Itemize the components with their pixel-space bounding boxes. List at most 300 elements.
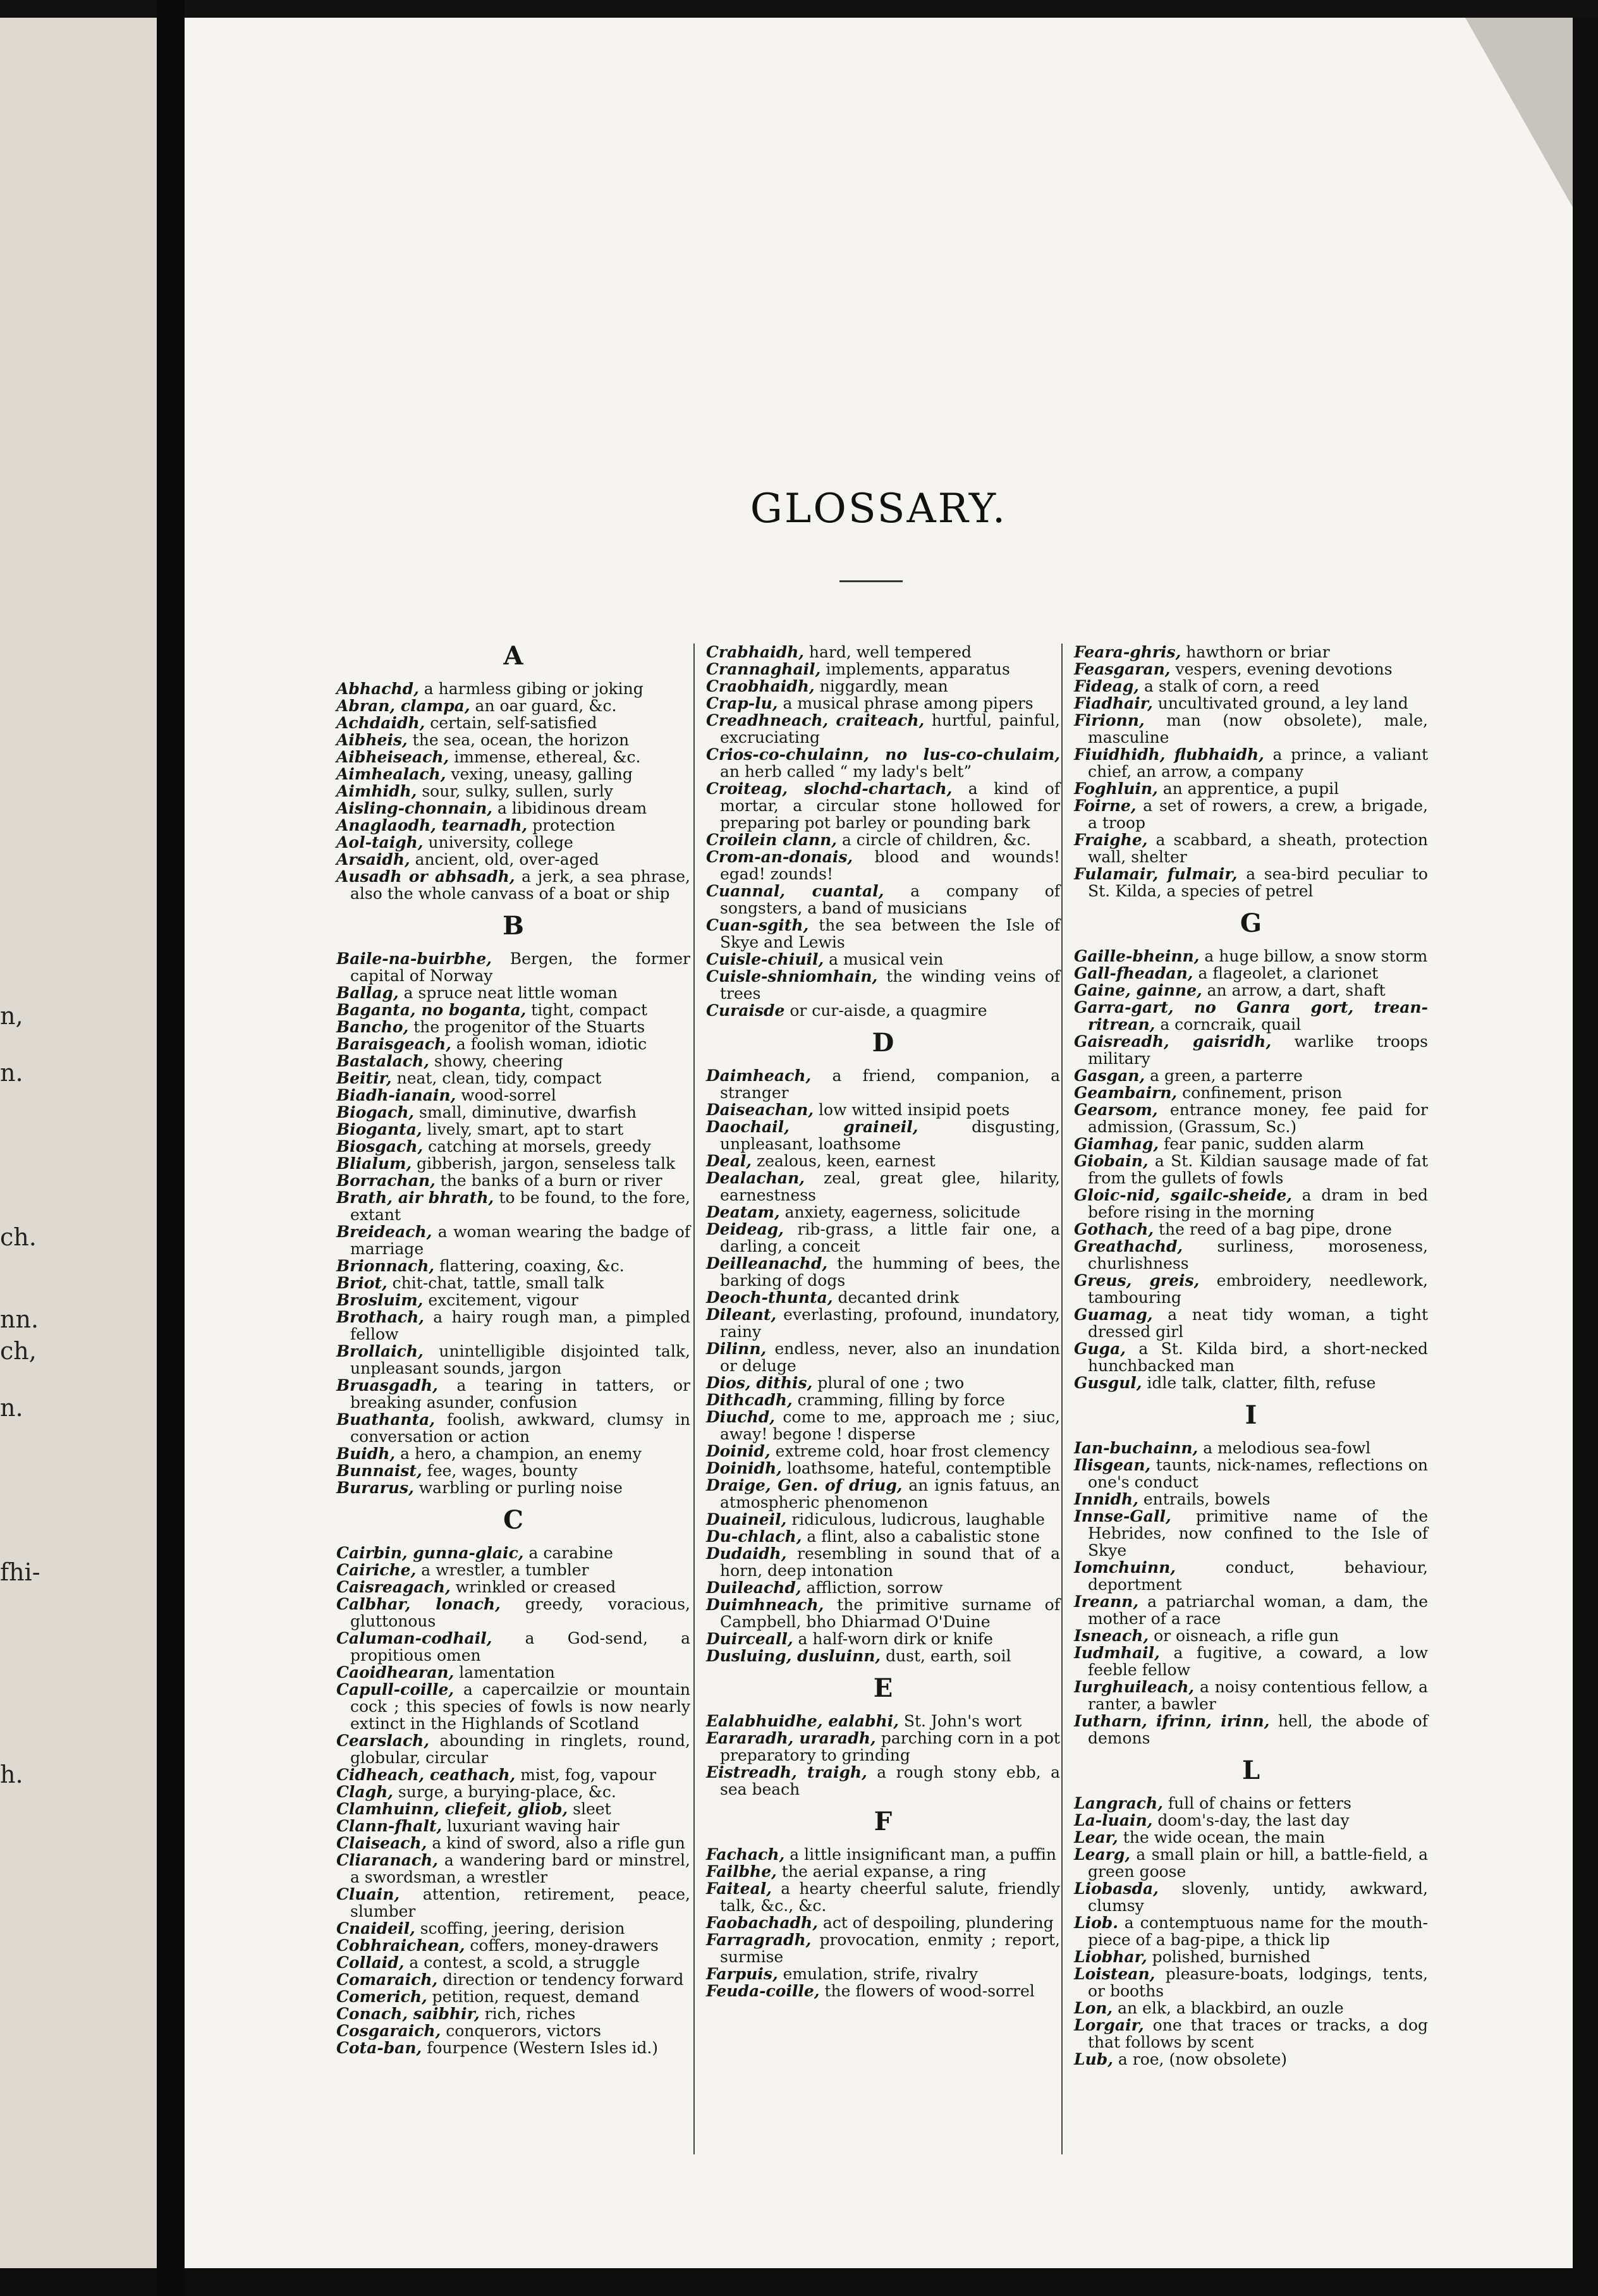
glossary-entry — [336, 1172, 690, 1189]
entry-definition: a wandering bard or minstrel, a swordsman, a wrestler — [350, 1851, 690, 1886]
entry-definition: come to me, approach me ; siuc, away! begone ! disperse — [720, 1408, 1060, 1443]
glossary-entry — [1074, 982, 1428, 999]
entry-headword: Buidh, — [336, 1444, 396, 1463]
entry-definition: a huge billow, a snow storm — [1199, 947, 1428, 965]
entry-headword: Liobasda, — [1074, 1879, 1159, 1898]
entry-definition: blood and wounds! egad! zounds! — [720, 848, 1060, 883]
section-letter: F — [874, 1807, 893, 1836]
entry-definition: the humming of bees, the barking of dogs — [720, 1254, 1060, 1290]
entry-definition: a hairy rough man, a pimpled fellow — [350, 1308, 690, 1343]
facing-page-fragment: n, — [0, 1002, 23, 1030]
entry-headword: Dileant, — [706, 1305, 777, 1324]
glossary-entry — [1074, 797, 1428, 831]
glossary-entry — [706, 661, 1060, 678]
glossary-entry — [706, 1118, 1060, 1152]
entry-definition: rich, riches — [479, 2005, 576, 2023]
glossary-entry — [1074, 1221, 1428, 1238]
entry-definition: a flageolet, a clarionet — [1193, 964, 1379, 982]
entry-definition: a little insignificant man, a puffin — [784, 1845, 1057, 1864]
entry-definition: one that traces or tracks, a dog that follows by scent — [1088, 2016, 1428, 2051]
entry-definition: a kind of sword, also a rifle gun — [427, 1834, 685, 1852]
entry-headword: Calbhar, lonach, — [336, 1595, 501, 1613]
glossary-entry — [336, 817, 690, 834]
glossary-entry — [336, 1937, 690, 1954]
entry-headword: Cearslach, — [336, 1731, 430, 1750]
entry-headword: Duimhneach, — [706, 1596, 824, 1614]
section-letter: I — [1245, 1400, 1257, 1430]
entry-headword: Gaisreadh, gaisridh, — [1074, 1032, 1272, 1051]
entry-headword: Lub, — [1074, 2050, 1113, 2068]
entry-definition: the progenitor of the Stuarts — [408, 1018, 645, 1036]
entry-headword: Gasgan, — [1074, 1066, 1145, 1085]
entry-definition: the reed of a bag pipe, drone — [1154, 1220, 1392, 1238]
entry-definition: hawthorn or briar — [1181, 643, 1330, 661]
entry-headword: Croilein clann, — [706, 831, 837, 849]
entry-definition: disgusting, unpleasant, loathsome — [720, 1118, 1060, 1153]
entry-headword: Duirceall, — [706, 1630, 793, 1648]
book-spine — [157, 0, 185, 2296]
glossary-entry — [1074, 1678, 1428, 1713]
entry-headword: Fulamair, fulmair, — [1074, 865, 1238, 883]
glossary-entry — [1074, 1846, 1428, 1880]
glossary-entry — [706, 1460, 1060, 1477]
entry-headword: Cuannal, cuantal, — [706, 882, 884, 900]
entry-definition: resembling in sound that of a horn, deep intonation — [720, 1544, 1060, 1580]
entry-definition: primitive name of the Hebrides, now confined to the Isle of Skye — [1088, 1507, 1428, 1560]
entry-headword: Faiteal, — [706, 1879, 772, 1898]
entry-definition: a God-send, a propitious omen — [350, 1629, 690, 1664]
entry-definition: lively, smart, apt to start — [422, 1120, 624, 1139]
entry-definition: attention, retirement, peace, slumber — [350, 1885, 690, 1920]
entry-headword: Deideag, — [706, 1220, 784, 1238]
glossary-entry — [706, 1630, 1060, 1647]
entry-definition: pleasure-boats, lodgings, tents, or booths — [1088, 1965, 1428, 2000]
entry-definition: conduct, behaviour, deportment — [1088, 1558, 1428, 1594]
column-divider — [1061, 644, 1063, 2154]
glossary-entry — [1074, 1374, 1428, 1391]
entry-headword: Iomchuinn, — [1074, 1558, 1176, 1577]
entry-definition: fear panic, sudden alarm — [1159, 1135, 1365, 1153]
entry-definition: surge, a burying-place, &c. — [393, 1783, 616, 1801]
glossary-entry — [336, 2022, 690, 2039]
glossary-entry — [336, 1121, 690, 1138]
glossary-entry — [706, 1528, 1060, 1545]
glossary-entry — [336, 834, 690, 851]
entry-headword: Cuan-sgith, — [706, 916, 809, 934]
entry-headword: Borrachan, — [336, 1171, 436, 1190]
glossary-entry — [706, 1846, 1060, 1863]
entry-definition: a noisy contentious fellow, a ranter, a bawler — [1088, 1678, 1428, 1713]
glossary-entry — [336, 1835, 690, 1852]
entry-headword: Crap-lu, — [706, 694, 778, 712]
entry-headword: Baraisgeach, — [336, 1035, 451, 1053]
entry-headword: Aimhidh, — [336, 782, 417, 800]
entry-definition: hurtful, painful, excruciating — [720, 711, 1060, 747]
entry-headword: Conach, saibhir, — [336, 2005, 480, 2023]
entry-headword: Gearsom, — [1074, 1101, 1158, 1119]
entry-headword: Dusluing, dusluinn, — [706, 1647, 881, 1665]
entry-definition: provocation, enmity ; report, surmise — [720, 1931, 1060, 1966]
glossary-entry — [706, 1730, 1060, 1764]
entry-headword: Burarus, — [336, 1479, 414, 1497]
entry-headword: Garra-gart, no Ganra gort, trean-ritrean, — [1074, 998, 1428, 1034]
entry-definition: chit-chat, tattle, small talk — [387, 1274, 604, 1292]
entry-definition: abounding in ringlets, round, globular, circular — [350, 1731, 690, 1767]
entry-definition: a stalk of corn, a reed — [1139, 677, 1320, 695]
glossary-entry — [336, 1445, 690, 1462]
glossary-entry — [1074, 1152, 1428, 1187]
entry-definition: a St. Kildian sausage made of fat from the gullets of fowls — [1088, 1152, 1428, 1187]
entry-headword: Iurghuileach, — [1074, 1678, 1195, 1696]
entry-headword: Fachach, — [706, 1845, 785, 1864]
entry-definition: a rough stony ebb, a sea beach — [720, 1763, 1061, 1798]
entry-definition: lamentation — [454, 1663, 555, 1682]
entry-headword: Isneach, — [1074, 1627, 1149, 1645]
entry-definition: loathsome, hateful, contemptible — [781, 1459, 1051, 1477]
glossary-entry — [1074, 948, 1428, 965]
entry-headword: Ian-buchainn, — [1074, 1439, 1198, 1457]
page-title: GLOSSARY. — [750, 485, 1008, 532]
glossary-entry — [706, 1443, 1060, 1460]
entry-definition: plural of one ; two — [812, 1374, 965, 1392]
entry-headword: Feara-ghris, — [1074, 643, 1181, 661]
entry-headword: Cnaideil, — [336, 1919, 415, 1938]
glossary-entry — [336, 851, 690, 868]
glossary-entry — [1074, 1084, 1428, 1101]
entry-definition: an elk, a blackbird, an ouzle — [1113, 1999, 1344, 2017]
entry-headword: Breideach, — [336, 1223, 432, 1241]
glossary-entry — [706, 712, 1060, 746]
glossary-entry — [1074, 1135, 1428, 1152]
glossary-entry — [706, 1545, 1060, 1579]
entry-definition: gibberish, jargon, senseless talk — [412, 1154, 676, 1173]
glossary-entry — [336, 1578, 690, 1596]
entry-headword: Liob. — [1074, 1914, 1118, 1932]
entry-definition: scoffing, jeering, derision — [415, 1919, 625, 1938]
entry-headword: Loistean, — [1074, 1965, 1156, 1983]
entry-headword: Brath, air bhrath, — [336, 1188, 494, 1207]
entry-definition: greedy, voracious, gluttonous — [350, 1595, 690, 1630]
glossary-entry — [1074, 1067, 1428, 1084]
glossary-column-2 — [706, 644, 1060, 2000]
entry-headword: Fiadhair, — [1074, 694, 1153, 712]
entry-definition: the banks of a burn or river — [435, 1171, 662, 1190]
entry-definition: warlike troops military — [1088, 1032, 1428, 1068]
glossary-entry — [1074, 661, 1428, 678]
entry-definition: dust, earth, soil — [881, 1647, 1011, 1665]
entry-definition: a harmless gibing or joking — [418, 680, 643, 698]
entry-headword: Cobhraichean, — [336, 1936, 465, 1955]
title-rule — [839, 580, 903, 582]
glossary-entry — [1074, 865, 1428, 900]
entry-definition: zeal, great glee, hilarity, earnestness — [720, 1169, 1060, 1204]
glossary-entry — [1074, 1439, 1428, 1456]
entry-headword: Abhachd, — [336, 680, 419, 698]
glossary-entry — [1074, 1829, 1428, 1846]
facing-page-fragment: nn. — [0, 1305, 39, 1333]
glossary-entry — [1074, 1101, 1428, 1135]
glossary-entry — [706, 1152, 1060, 1169]
glossary-entry — [706, 1289, 1060, 1306]
entry-headword: Ballag, — [336, 984, 399, 1002]
entry-definition: an oar guard, &c. — [470, 697, 617, 715]
entry-definition: a melodious sea-fowl — [1198, 1439, 1371, 1457]
entry-headword: Bunnaist, — [336, 1462, 422, 1480]
entry-definition: a kind of mortar, a circular stone hollowed for preparing pot barley or pounding bark — [720, 779, 1060, 832]
glossary-entry — [336, 731, 690, 748]
glossary-entry — [336, 800, 690, 817]
entry-definition: cramming, filling by force — [792, 1391, 1005, 1409]
glossary-entry — [336, 1087, 690, 1104]
entry-headword: Bastalach, — [336, 1052, 429, 1070]
glossary-entry — [1074, 1948, 1428, 1965]
entry-headword: Aisling-chonnain, — [336, 799, 492, 817]
glossary-entry — [706, 746, 1060, 780]
entry-definition: the wide ocean, the main — [1118, 1828, 1326, 1847]
entry-headword: Greathachd, — [1074, 1237, 1183, 1255]
entry-definition: an apprentice, a pupil — [1157, 779, 1339, 798]
glossary-entry — [706, 1067, 1060, 1101]
glossary-entry — [1074, 1713, 1428, 1747]
glossary-entry — [1074, 746, 1428, 780]
entry-headword: Gloic-nid, sgailc-sheide, — [1074, 1186, 1292, 1204]
glossary-entry — [336, 1309, 690, 1343]
entry-definition: a capercailzie or mountain cock ; this species of fowls is now nearly extinct in the Highlands of Scotland — [350, 1680, 690, 1733]
glossary-entry — [1074, 2017, 1428, 2051]
entry-headword: Duaineil, — [706, 1510, 787, 1529]
glossary-entry — [706, 1391, 1060, 1408]
section-letter: C — [503, 1505, 523, 1535]
glossary-entry — [1074, 780, 1428, 797]
entry-headword: Dios, dithis, — [706, 1374, 813, 1392]
entry-headword: Daimheach, — [706, 1066, 812, 1085]
glossary-entry — [336, 1257, 690, 1274]
glossary-entry — [1074, 1627, 1428, 1644]
entry-definition: a green, a parterre — [1145, 1066, 1303, 1085]
entry-definition: a carabine — [523, 1544, 613, 1562]
entry-definition: unintelligible disjointed talk, unpleasant sounds, jargon — [350, 1342, 690, 1377]
entry-headword: La-luain, — [1074, 1811, 1153, 1829]
entry-headword: Failbhe, — [706, 1862, 777, 1881]
entry-headword: Cuisle-chiuil, — [706, 950, 824, 968]
entry-headword: Brosluim, — [336, 1291, 424, 1309]
entry-definition: emulation, strife, rivalry — [778, 1965, 979, 1983]
entry-definition: a contemptuous name for the mouth-piece of a bag-pipe, a thick lip — [1088, 1914, 1428, 1949]
glossary-entry — [336, 1852, 690, 1886]
entry-definition: a fugitive, a coward, a low feeble fellow — [1088, 1644, 1428, 1679]
entry-headword: Collaid, — [336, 1953, 405, 1972]
glossary-entry — [336, 1035, 690, 1053]
entry-definition: a friend, companion, a stranger — [720, 1066, 1060, 1102]
glossary-entry — [1074, 1795, 1428, 1812]
entry-definition: the primitive surname of Campbell, bho Dhiarmad O'Duine — [720, 1596, 1060, 1631]
entry-headword: Brollaich, — [336, 1342, 424, 1360]
entry-definition: a patriarchal woman, a dam, the mother of a race — [1088, 1592, 1428, 1628]
entry-headword: Eararadh, uraradh, — [706, 1729, 876, 1747]
entry-headword: Firionn, — [1074, 711, 1145, 730]
entry-definition: ridiculous, ludicrous, laughable — [786, 1510, 1045, 1529]
section-letter: L — [1241, 1756, 1260, 1785]
entry-headword: Creadhneach, craiteach, — [706, 711, 925, 730]
entry-headword: Guga, — [1074, 1340, 1126, 1358]
entry-headword: Bruasgadh, — [336, 1376, 438, 1395]
entry-headword: Langrach, — [1074, 1794, 1163, 1812]
glossary-entry — [706, 1408, 1060, 1443]
glossary-entry — [336, 1479, 690, 1496]
entry-headword: Giamhag, — [1074, 1135, 1159, 1153]
glossary-entry — [706, 1931, 1060, 1965]
entry-definition: a corncraik, quail — [1155, 1015, 1302, 1034]
entry-definition: luxuriant waving hair — [442, 1817, 619, 1835]
entry-headword: Crios-co-chulainn, no lus-co-chulaim, — [706, 745, 1060, 764]
entry-headword: Cairiche, — [336, 1561, 417, 1579]
entry-headword: Cairbin, gunna-glaic, — [336, 1544, 524, 1562]
entry-definition: uncultivated ground, a ley land — [1152, 694, 1408, 712]
glossary-entry — [1074, 999, 1428, 1033]
entry-definition: hell, the abode of demons — [1088, 1712, 1428, 1747]
entry-definition: university, college — [423, 833, 573, 852]
glossary-column-1 — [336, 641, 690, 2057]
entry-definition: foolish, awkward, clumsy in conversation or action — [350, 1410, 690, 1446]
entry-definition: vespers, evening devotions — [1170, 660, 1393, 678]
glossary-entry — [336, 1988, 690, 2005]
entry-definition: slovenly, untidy, awkward, clumsy — [1088, 1879, 1428, 1915]
entry-headword: Faobachadh, — [706, 1914, 818, 1932]
entry-headword: Baile-na-buirbhe, — [336, 950, 492, 968]
entry-headword: Lon, — [1074, 1999, 1113, 2017]
glossary-entry — [336, 1018, 690, 1035]
glossary-entry — [336, 766, 690, 783]
glossary-entry — [706, 780, 1060, 831]
entry-definition: tight, compact — [526, 1001, 648, 1019]
entry-headword: Geambairn, — [1074, 1084, 1178, 1102]
glossary-entry — [1074, 644, 1428, 661]
glossary-entry — [336, 1681, 690, 1732]
entry-headword: Daochail, graineil, — [706, 1118, 918, 1136]
entry-headword: Eistreadh, traigh, — [706, 1763, 867, 1781]
entry-headword: Briot, — [336, 1274, 387, 1292]
glossary-entry — [706, 1914, 1060, 1931]
glossary-entry — [706, 695, 1060, 712]
entry-headword: Innse-Gall, — [1074, 1507, 1171, 1525]
entry-definition: a scabbard, a sheath, protection wall, shelter — [1088, 831, 1428, 866]
entry-definition: sleet — [568, 1800, 611, 1818]
glossary-entry — [1074, 2000, 1428, 2017]
entry-definition: vexing, uneasy, galling — [446, 765, 633, 783]
glossary-entry — [1074, 1914, 1428, 1948]
glossary-entry — [706, 1374, 1060, 1391]
glossary-entry — [706, 951, 1060, 968]
entry-definition: anxiety, eagerness, solicitude — [779, 1203, 1020, 1221]
glossary-entry — [336, 1138, 690, 1155]
glossary-entry — [336, 1783, 690, 1800]
entry-headword: Dilinn, — [706, 1340, 767, 1358]
entry-headword: Lorgair, — [1074, 2016, 1144, 2034]
entry-headword: Comaraich, — [336, 1970, 438, 1989]
entry-headword: Giobain, — [1074, 1152, 1149, 1170]
entry-headword: Ausadh or abhsadh, — [336, 867, 515, 886]
entry-definition: embroidery, needlework, tambouring — [1088, 1271, 1428, 1307]
facing-page-fragment: n. — [0, 1059, 23, 1087]
entry-definition: the flowers of wood-sorrel — [819, 1982, 1035, 2000]
glossary-entry — [706, 1169, 1060, 1204]
glossary-entry — [336, 2039, 690, 2056]
entry-headword: Guamag, — [1074, 1305, 1153, 1324]
entry-definition: the winding veins of trees — [720, 967, 1060, 1003]
glossary-entry — [706, 1255, 1060, 1289]
entry-definition: a sea-bird peculiar to St. Kilda, a species of petrel — [1088, 865, 1428, 900]
entry-headword: Bancho, — [336, 1018, 409, 1036]
entry-definition: a wrestler, a tumbler — [416, 1561, 589, 1579]
entry-definition: to be found, to the fore, extant — [350, 1188, 690, 1224]
entry-headword: Baganta, no boganta, — [336, 1001, 527, 1019]
entry-definition: a hero, a champion, an enemy — [395, 1444, 642, 1463]
entry-definition: an arrow, a dart, shaft — [1202, 981, 1386, 999]
entry-definition: idle talk, clatter, filth, refuse — [1142, 1374, 1376, 1392]
entry-headword: Cuisle-shniomhain, — [706, 967, 878, 986]
entry-headword: Iutharn, ifrinn, irinn, — [1074, 1712, 1270, 1730]
glossary-entry — [1074, 831, 1428, 865]
glossary-entry — [336, 1800, 690, 1817]
entry-headword: Liobhar, — [1074, 1948, 1147, 1966]
glossary-entry — [706, 678, 1060, 695]
entry-definition: petition, request, demand — [427, 1988, 640, 2006]
glossary-entry — [706, 1511, 1060, 1528]
section-letter: B — [503, 911, 524, 941]
entry-headword: Clagh, — [336, 1783, 393, 1801]
entry-headword: Blialum, — [336, 1154, 412, 1173]
entry-definition: flattering, coaxing, &c. — [434, 1257, 625, 1275]
entry-headword: Cluain, — [336, 1885, 400, 1903]
entry-definition: small, diminutive, dwarfish — [414, 1103, 637, 1121]
glossary-entry — [336, 1001, 690, 1018]
entry-definition: the sea, ocean, the horizon — [407, 731, 630, 749]
entry-headword: Gaine, gainne, — [1074, 981, 1202, 999]
entry-definition: coffers, money-drawers — [465, 1936, 659, 1955]
glossary-entry — [336, 748, 690, 766]
entry-headword: Cidheach, ceathach, — [336, 1766, 516, 1784]
entry-headword: Beitir, — [336, 1069, 392, 1087]
glossary-entry — [336, 1561, 690, 1578]
entry-headword: Fraighe, — [1074, 831, 1148, 849]
entry-headword: Greus, greis, — [1074, 1271, 1200, 1290]
entry-headword: Learg, — [1074, 1845, 1131, 1864]
entry-headword: Crabhaidh, — [706, 643, 804, 661]
entry-definition: entrance money, fee paid for admission, (Grassum, Sc.) — [1088, 1101, 1428, 1136]
glossary-entry — [706, 1863, 1060, 1880]
entry-headword: Gaille-bheinn, — [1074, 947, 1200, 965]
glossary-entry — [706, 1880, 1060, 1914]
entry-definition: a hearty cheerful salute, friendly talk, &c., &c. — [720, 1879, 1060, 1915]
glossary-entry — [336, 1971, 690, 1988]
entry-headword: Crannaghail, — [706, 660, 821, 678]
entry-definition: decanted drink — [833, 1288, 960, 1307]
glossary-entry — [1074, 1559, 1428, 1593]
entry-headword: Dithcadh, — [706, 1391, 793, 1409]
facing-page-edge — [0, 18, 157, 2268]
entry-definition: doom's-day, the last day — [1152, 1811, 1350, 1829]
glossary-entry — [336, 1104, 690, 1121]
glossary-entry — [336, 984, 690, 1001]
entry-headword: Deatam, — [706, 1203, 780, 1221]
glossary-entry — [1074, 1508, 1428, 1559]
entry-headword: Gusgul, — [1074, 1374, 1142, 1392]
entry-headword: Brionnach, — [336, 1257, 435, 1275]
entry-headword: Caoidhearan, — [336, 1663, 454, 1682]
facing-page-fragment: fhi- — [0, 1558, 40, 1586]
entry-definition: endless, never, also an inundation or deluge — [720, 1340, 1060, 1375]
entry-headword: Curaisde — [706, 1001, 785, 1020]
